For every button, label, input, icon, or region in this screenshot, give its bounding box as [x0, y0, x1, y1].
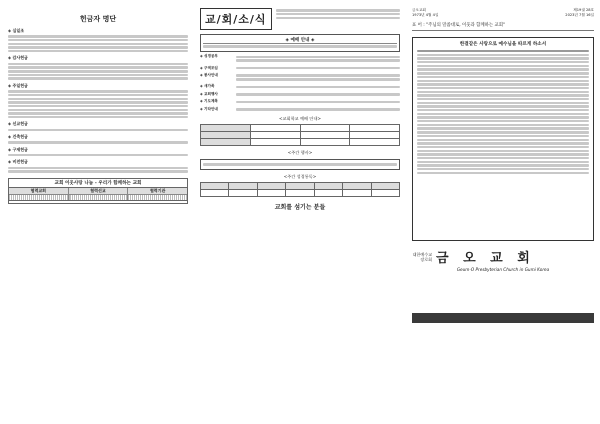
schedule-caption: <교회학교 예배 안내>: [278, 115, 322, 121]
section-sunday: ◈ 주일헌금: [8, 82, 28, 88]
announcement-item: [200, 73, 400, 82]
section-tithe: ◈ 십일조: [8, 28, 25, 33]
issue-date: 2023년 7월 16일: [565, 13, 594, 17]
cover-header: [412, 8, 594, 18]
denomination-line: 장로회: [420, 256, 432, 262]
charity-column-header: 협력기관: [128, 188, 187, 195]
announcement-label: ◈ 교회행사: [200, 91, 218, 96]
announcement-item: [200, 99, 400, 104]
charity-column-header: 협력선교: [69, 188, 128, 195]
offering-panel: [8, 8, 188, 308]
founded-date: 1973년 4월 4일: [412, 13, 439, 17]
announcements-panel: [200, 8, 400, 308]
section-mission: ◈ 선교헌금: [8, 121, 28, 127]
staff-title: 교회를 섬기는 분들: [274, 203, 326, 211]
founded-label: 금오교회: [412, 8, 426, 12]
section-building: ◈ 건축헌금: [8, 134, 28, 140]
announcement-item: [200, 92, 400, 97]
scripture-title: 한결같은 사랑으로 예수님을 따르게 하소서: [459, 42, 547, 47]
weekly-events-caption: <주간 행사>: [287, 149, 313, 155]
news-badge: 교/회/소/식: [200, 8, 272, 30]
charity-title: 교회 이웃사랑 나눔 - 우리가 함께하는 교회: [9, 179, 187, 188]
charity-column-header: 협력교회: [9, 188, 68, 195]
offering-title: 헌금자 명단: [79, 15, 117, 23]
worship-box-title: ◈ 예배 안내 ◈: [203, 37, 397, 44]
church-motto: 표 어 : "주님의 말씀대로, 이웃과 함께하는 교회": [412, 22, 594, 31]
charity-column: [128, 188, 187, 200]
charity-column: [69, 188, 129, 200]
denomination-label: [412, 252, 432, 262]
charity-box: [8, 178, 188, 204]
scripture-box: [412, 37, 594, 241]
announcement-label: ◈ 기도제목: [200, 99, 218, 104]
bible-reading-caption: <주간 성경통독>: [283, 173, 317, 179]
charity-column: [9, 188, 69, 200]
announcement-item: [200, 84, 400, 89]
announcement-label: ◈ 기타안내: [200, 106, 218, 111]
charity-item: [9, 199, 68, 200]
charity-item: [69, 199, 128, 200]
section-relief: ◈ 구제헌금: [8, 146, 28, 152]
issue-number: 제19권 28호: [573, 8, 594, 12]
bottom-banner: [412, 313, 594, 323]
cover-panel: [412, 8, 594, 308]
charity-item: [128, 199, 187, 200]
header-note: [276, 8, 400, 20]
worship-box: [200, 34, 400, 52]
schedule-table: [200, 124, 400, 146]
weekly-events-box: [200, 159, 400, 170]
section-vision: ◈ 비전헌금: [8, 159, 28, 165]
bible-reading-table: [200, 182, 400, 197]
church-identity: [412, 247, 594, 266]
church-name: 금 오 교 회: [436, 251, 535, 266]
church-english-name: Geum-O Presbyterian Church in Gumi Korea: [456, 267, 550, 272]
announcement-label: ◈ 새가족: [200, 84, 215, 89]
announcement-label: ◈ 봉사안내: [200, 73, 218, 78]
announcement-item: [200, 54, 400, 63]
section-thanks: ◈ 감사헌금: [8, 55, 28, 61]
announcement-item: [200, 107, 400, 112]
announcement-item: [200, 66, 400, 71]
charity-footer: [9, 200, 187, 203]
announcement-label: ◈ 구역모임: [200, 65, 218, 70]
denomination-line: 대한예수교: [412, 251, 432, 257]
announcement-label: ◈ 성경공부: [200, 54, 218, 59]
